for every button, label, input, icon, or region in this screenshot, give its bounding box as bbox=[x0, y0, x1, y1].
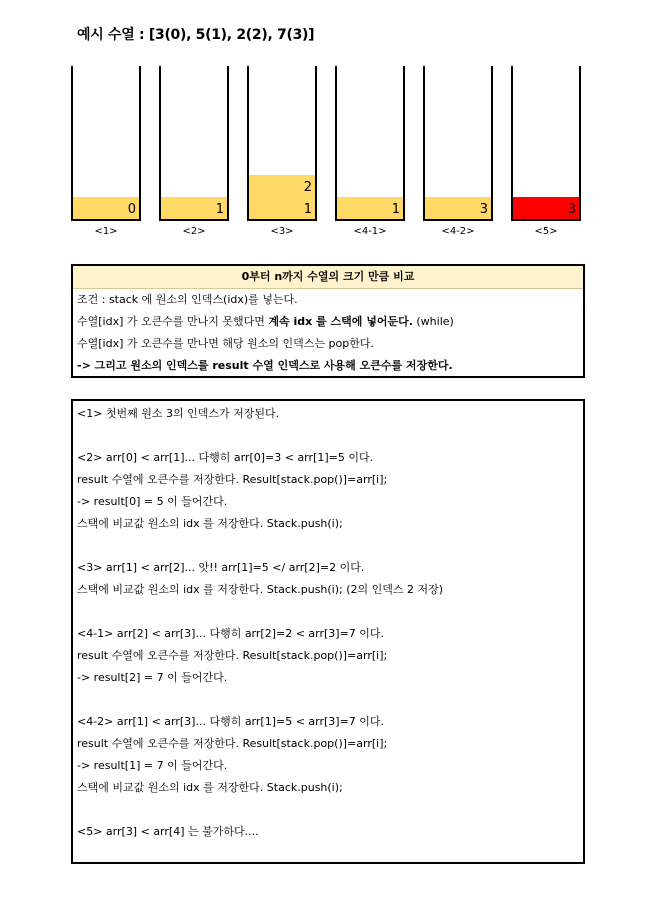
cell-value: 0 bbox=[127, 202, 136, 217]
stack-4-1 bbox=[335, 66, 405, 221]
stack-label: <1> bbox=[94, 226, 118, 237]
stack-label: <5> bbox=[534, 226, 558, 237]
rule-text: (while) bbox=[412, 315, 454, 328]
stack-5 bbox=[511, 66, 581, 221]
rule-text-bold: 계속 idx 를 스택에 넣어둔다. bbox=[268, 315, 413, 328]
rule-line bbox=[73, 311, 583, 333]
rule-line bbox=[73, 355, 583, 377]
step-line: <4-2> arr[1] < arr[3]... 다행히 arr[1]=5 < arr[3]=7 이다. bbox=[77, 715, 385, 728]
cell-value: 3 bbox=[479, 202, 488, 217]
step-line: <3> arr[1] < arr[2]... 앗!! arr[1]=5 </ arr[2]=2 이다. bbox=[77, 561, 365, 574]
stack-label: <3> bbox=[270, 226, 294, 237]
stack-cell bbox=[249, 197, 315, 219]
step-line bbox=[73, 601, 583, 623]
rules-box bbox=[71, 264, 585, 378]
page-title: 예시 수열 : [3(0), 5(1), 2(2), 7(3)] bbox=[77, 27, 315, 43]
stack-1 bbox=[71, 66, 141, 221]
rule-line: 수열[idx] 가 오큰수를 만나면 해당 원소의 인덱스는 pop한다. bbox=[77, 337, 374, 350]
rule-line: 조건 : stack 에 원소의 인덱스(idx)를 넣는다. bbox=[77, 293, 298, 306]
step-line bbox=[73, 425, 583, 447]
stack-label: <4-2> bbox=[441, 226, 475, 237]
step-line: -> result[1] = 7 이 들어간다. bbox=[77, 759, 228, 772]
step-line: -> result[2] = 7 이 들어간다. bbox=[77, 671, 228, 684]
step-line: -> result[0] = 5 이 들어간다. bbox=[77, 495, 228, 508]
step-line: result 수열에 오큰수를 저장한다. Result[stack.pop()]=arr[i]; bbox=[77, 737, 388, 750]
rule-text: 수열[idx] 가 오큰수를 만나지 못했다면 bbox=[77, 315, 269, 328]
cell-value: 2 bbox=[303, 180, 312, 195]
rule-text-bold: -> 그리고 원소의 인덱스를 result 수열 인덱스로 사용해 오큰수를 저장한다. bbox=[77, 359, 453, 372]
stack-4-2 bbox=[423, 66, 493, 221]
step-line bbox=[73, 799, 583, 821]
step-line: result 수열에 오큰수를 저장한다. Result[stack.pop()]=arr[i]; bbox=[77, 473, 388, 486]
cell-value: 1 bbox=[391, 202, 400, 217]
stack-cell bbox=[161, 197, 227, 219]
step-line: <5> arr[3] < arr[4] 는 불가하다.... bbox=[77, 825, 259, 838]
stack-label: <4-1> bbox=[353, 226, 387, 237]
stack-cell bbox=[425, 197, 491, 219]
step-line: <4-1> arr[2] < arr[3]... 다행히 arr[2]=2 < arr[3]=7 이다. bbox=[77, 627, 385, 640]
stack-label: <2> bbox=[182, 226, 206, 237]
stack-3 bbox=[247, 66, 317, 221]
stack-2 bbox=[159, 66, 229, 221]
cell-value: 1 bbox=[215, 202, 224, 217]
step-line bbox=[73, 535, 583, 557]
stack-cell bbox=[337, 197, 403, 219]
step-line: 스택에 비교값 원소의 idx 를 저장한다. Stack.push(i); (2의 인덱스 2 저장) bbox=[77, 583, 444, 596]
cell-value: 1 bbox=[303, 202, 312, 217]
stack-cell bbox=[249, 175, 315, 197]
step-line: result 수열에 오큰수를 저장한다. Result[stack.pop()]=arr[i]; bbox=[77, 649, 388, 662]
step-line: <2> arr[0] < arr[1]... 다행히 arr[0]=3 < arr[1]=5 이다. bbox=[77, 451, 374, 464]
step-line: 스택에 비교값 원소의 idx 를 저장한다. Stack.push(i); bbox=[77, 781, 343, 794]
steps-box bbox=[71, 399, 585, 864]
rules-header: 0부터 n까지 수열의 크기 만큼 비교 bbox=[73, 266, 583, 289]
step-line: <1> 첫번째 원소 3의 인덱스가 저장된다. bbox=[77, 407, 280, 420]
cell-value: 3 bbox=[567, 202, 576, 217]
stack-cell bbox=[73, 197, 139, 219]
step-line bbox=[73, 689, 583, 711]
step-line: 스택에 비교값 원소의 idx 를 저장한다. Stack.push(i); bbox=[77, 517, 343, 530]
stack-cell bbox=[513, 197, 579, 219]
